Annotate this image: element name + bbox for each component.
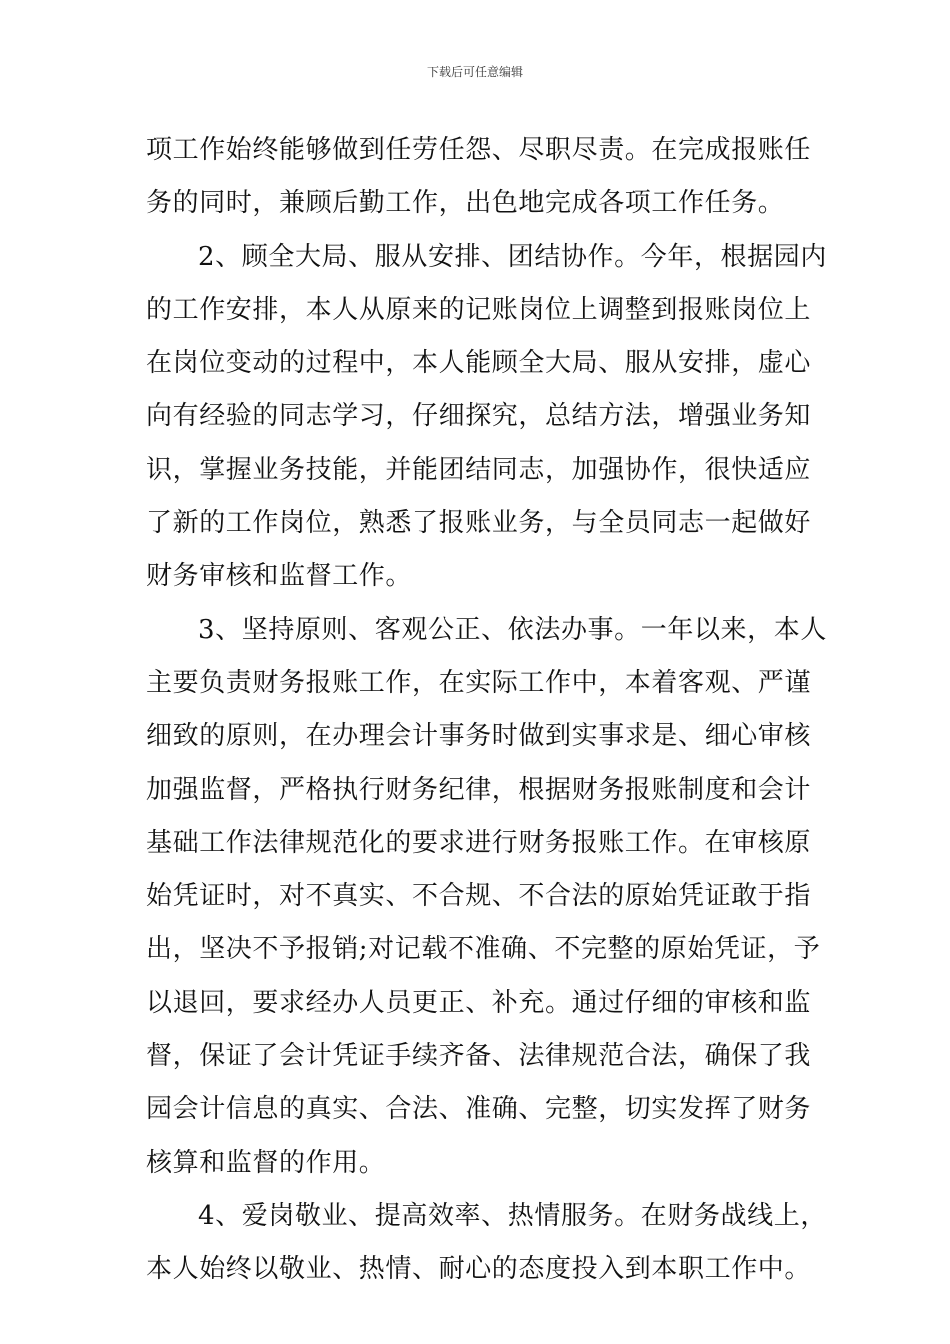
paragraph-first-line: 4、爱岗敬业、提高效率、热情服务。在财务战线上， xyxy=(198,1200,827,1231)
text-line: 基础工作法律规范化的要求进行财务报账工作。在审核原 xyxy=(146,827,812,858)
text-line: 以退回，要求经办人员更正、补充。通过仔细的审核和监 xyxy=(146,987,812,1018)
text-line: 主要负责财务报账工作，在实际工作中，本着客观、严谨 xyxy=(146,667,812,698)
document-body xyxy=(146,124,827,1297)
text-line: 了新的工作岗位，熟悉了报账业务，与全员同志一起做好 xyxy=(146,508,812,539)
paragraph-first-line: 3、坚持原则、客观公正、依法办事。一年以来，本人 xyxy=(198,614,827,645)
text-line: 财务审核和监督工作。 xyxy=(146,561,413,592)
paragraph-first-line: 2、顾全大局、服从安排、团结协作。今年，根据园内 xyxy=(198,241,827,272)
text-line: 加强监督，严格执行财务纪律，根据财务报账制度和会计 xyxy=(146,774,812,805)
text-line: 在岗位变动的过程中，本人能顾全大局、服从安排，虚心 xyxy=(146,348,812,379)
text-line: 向有经验的同志学习，仔细探究，总结方法，增强业务知 xyxy=(146,401,812,432)
text-line: 园会计信息的真实、合法、准确、完整，切实发挥了财务 xyxy=(146,1094,812,1125)
text-line: 始凭证时，对不真实、不合规、不合法的原始凭证敢于指 xyxy=(146,881,812,912)
text-line: 项工作始终能够做到任劳任怨、尽职尽责。在完成报账任 xyxy=(146,135,812,165)
text-line: 本人始终以敬业、热情、耐心的态度投入到本职工作中。 xyxy=(146,1254,812,1285)
text-line: 核算和监督的作用。 xyxy=(146,1147,386,1178)
text-line: 督，保证了会计凭证手续齐备、法律规范合法，确保了我 xyxy=(146,1041,812,1072)
text-line: 务的同时，兼顾后勤工作，出色地完成各项工作任务。 xyxy=(146,188,785,219)
text-line: 出，坚决不予报销;对记载不准确、不完整的原始凭证，予 xyxy=(146,934,821,965)
text-line: 的工作安排，本人从原来的记账岗位上调整到报账岗位上 xyxy=(146,294,812,325)
text-line: 细致的原则，在办理会计事务时做到实事求是、细心审核 xyxy=(146,721,812,752)
text-line: 识，掌握业务技能，并能团结同志，加强协作，很快适应 xyxy=(146,454,812,485)
page-header: 下载后可任意编辑 xyxy=(426,65,523,79)
